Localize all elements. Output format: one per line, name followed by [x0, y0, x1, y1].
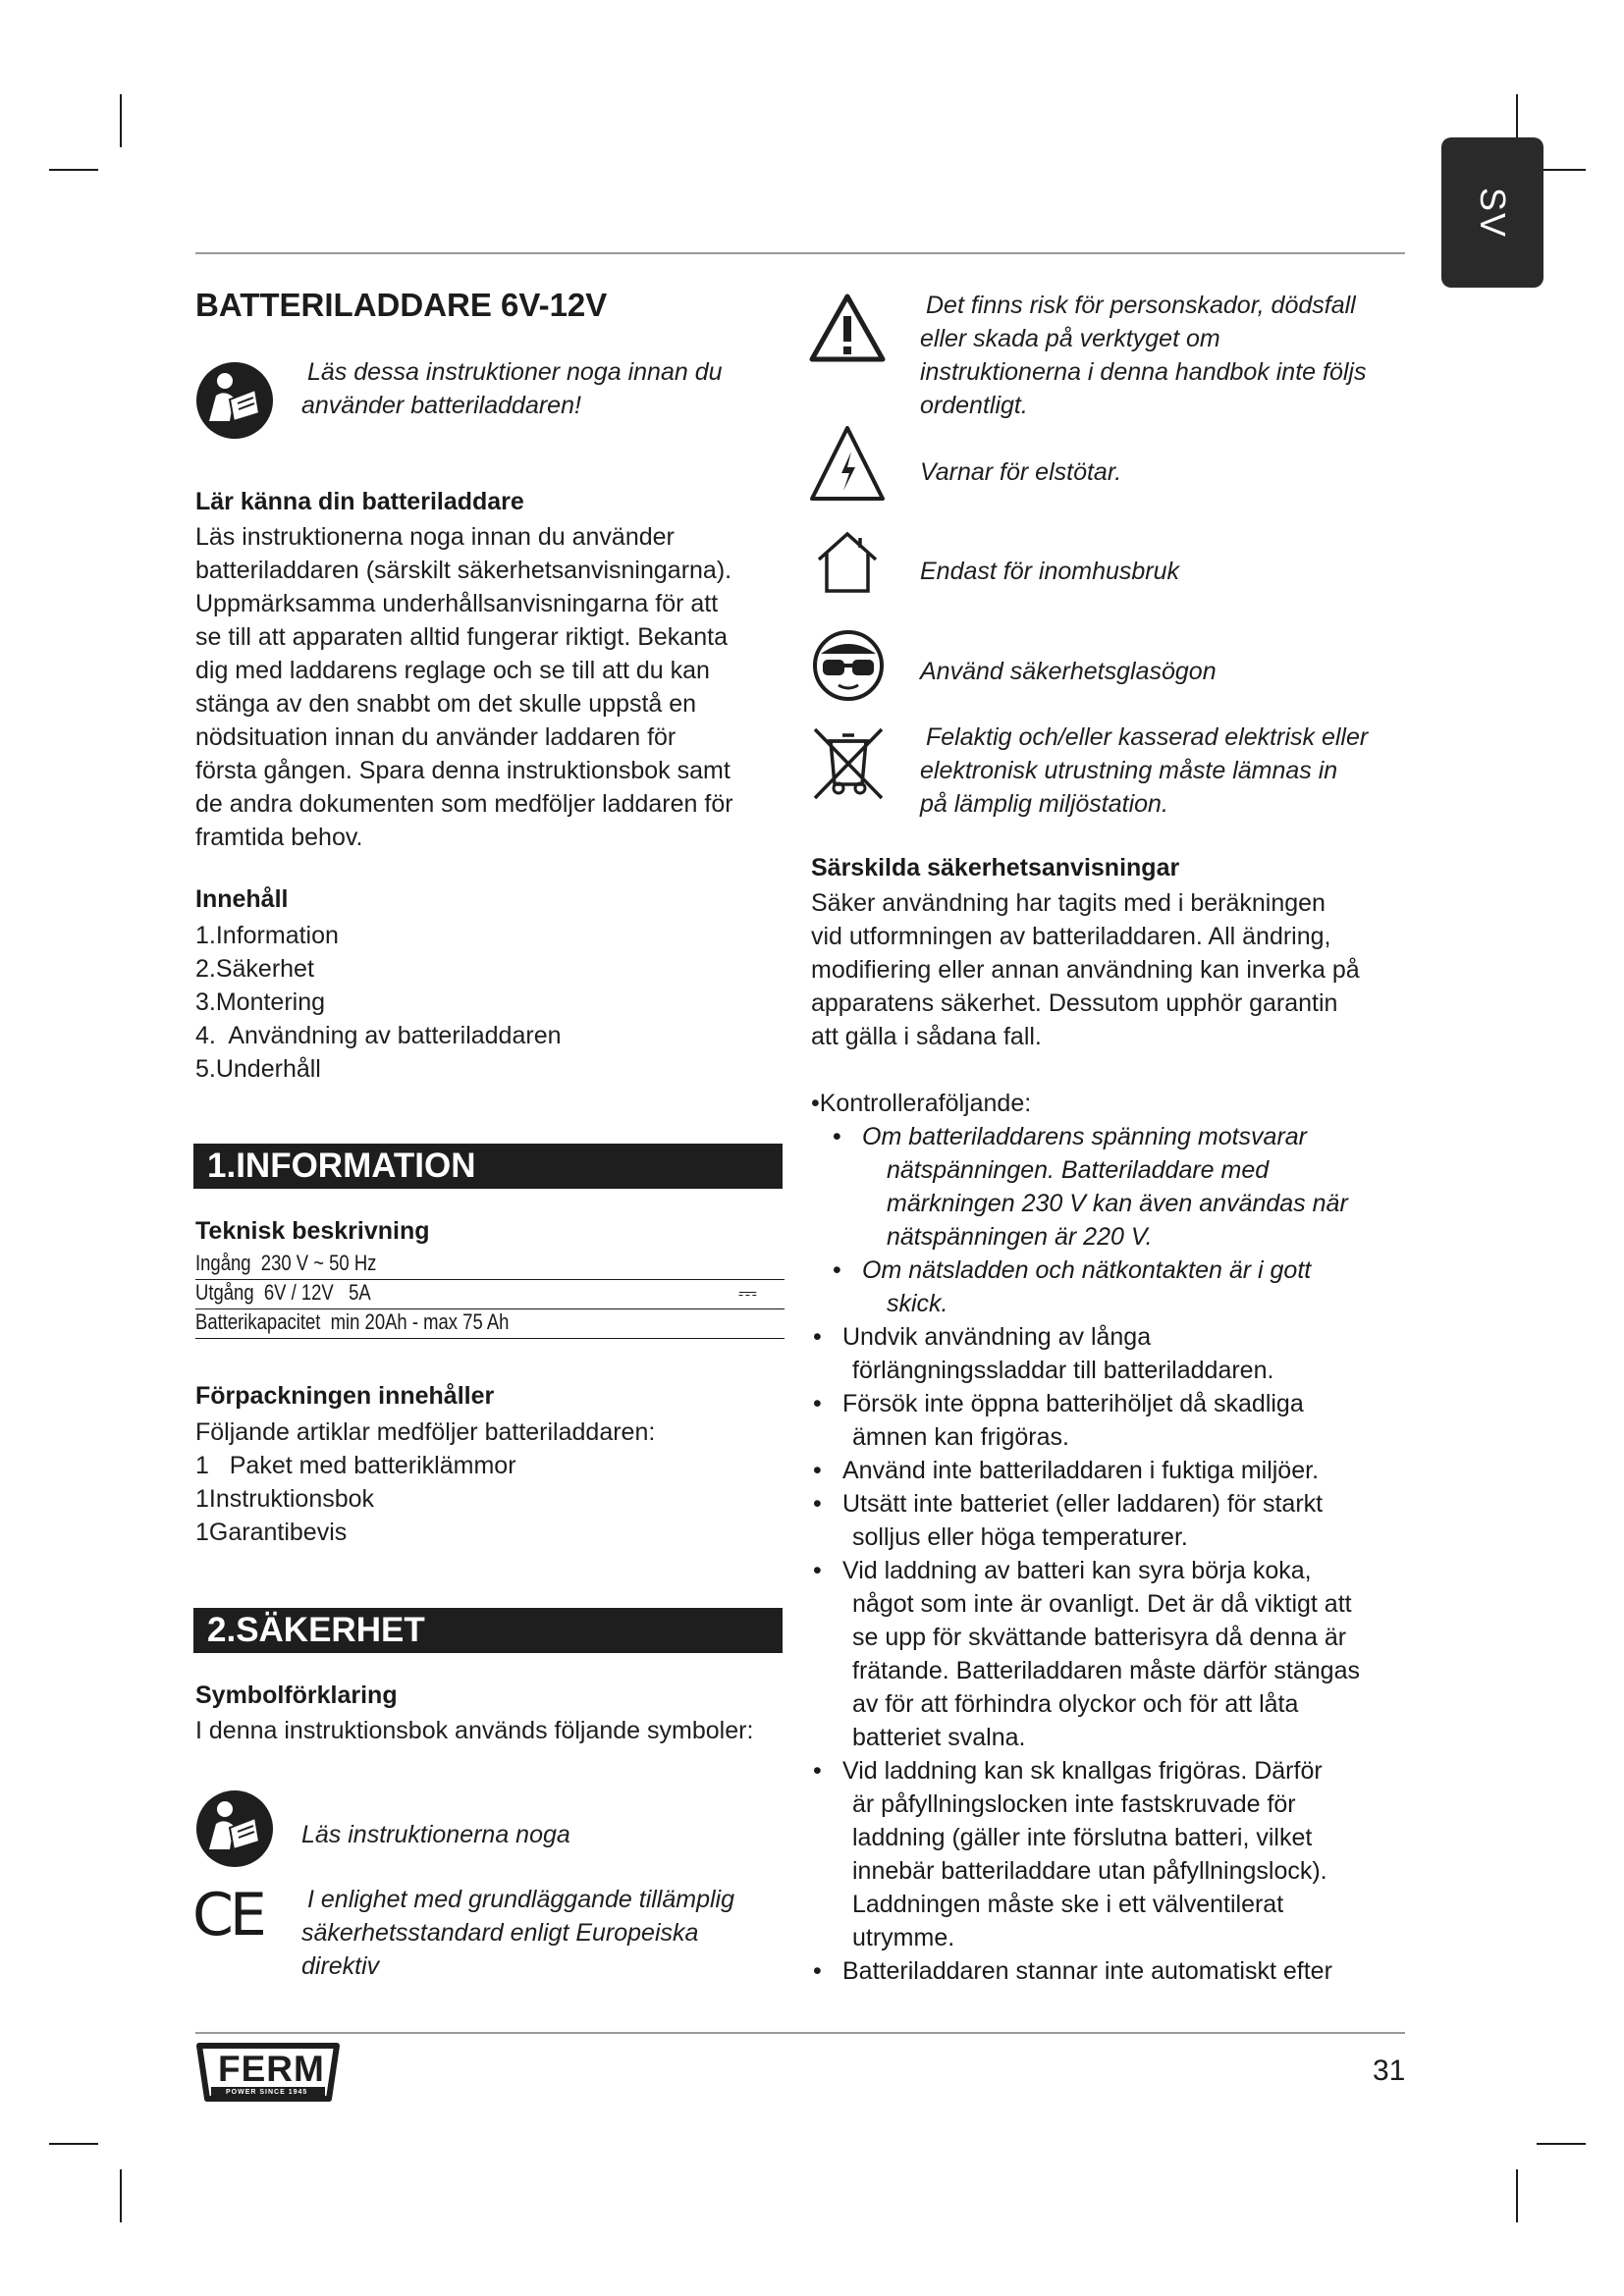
text-line: Undvik användning av långa — [842, 1323, 1152, 1351]
pack-heading: Förpackningen innehåller — [195, 1382, 495, 1410]
contents-heading: Innehåll — [195, 885, 289, 913]
bullet-dot: • — [813, 1323, 822, 1351]
bullet-dot: • — [833, 1256, 841, 1284]
text-line: Felaktig och/eller kasserad elektrisk eller — [926, 723, 1369, 751]
text-line: apparatens säkerhet. Dessutom upphör garantin — [811, 989, 1338, 1017]
text-line: de andra dokumenten som medföljer laddaren för — [195, 790, 733, 818]
read-manual-icon — [194, 360, 275, 441]
text-line: dig med laddarens reglage och se till att du kan — [195, 657, 710, 684]
text-line: vid utformningen av batteriladdaren. All ändring, — [811, 923, 1331, 950]
text-line: Laddningen måste ske i ett välventilerat — [852, 1891, 1284, 1918]
list-item: 5.Underhåll — [195, 1055, 321, 1083]
text-line: laddning (gäller inte förslutna batteri, vilket — [852, 1824, 1313, 1851]
text-line: förlängningssladdar till batteriladdaren. — [852, 1357, 1274, 1384]
bullet-item — [813, 1554, 1360, 1754]
text-line: elektronisk utrustning måste lämnas in — [920, 757, 1338, 784]
brand-name: FERM — [218, 2049, 325, 2089]
text-line: frätande. Batteriladdaren måste därför stängas — [852, 1657, 1360, 1684]
warning-triangle-icon — [809, 293, 886, 363]
text-line: Säker användning har tagits med i beräkningen — [811, 889, 1326, 917]
text-line: utrymme. — [852, 1924, 955, 1951]
list-item: 1.Information — [195, 922, 339, 949]
text-line: Läs instruktionerna noga innan du använder — [195, 523, 675, 551]
text-line: skick. — [887, 1290, 948, 1317]
text-line: se till att apparaten alltid fungerar riktigt. Bekanta — [195, 623, 728, 651]
weee-bin-icon — [809, 723, 888, 802]
text-line: se upp för skvättande batterisyra då denna är — [852, 1624, 1347, 1651]
text-line: Läs dessa instruktioner noga innan du — [307, 358, 723, 386]
sym-ce-text — [301, 1883, 734, 1983]
bottom-rule — [195, 2032, 1405, 2034]
symbol-intro: I denna instruktionsbok används följande symboler: — [195, 1717, 754, 1744]
text-line: är påfyllningslocken inte fastskruvade för — [852, 1790, 1296, 1818]
text-line: eller skada på verktyget om — [920, 325, 1220, 352]
ce-mark-icon: CE — [192, 1881, 263, 1949]
text-line: Vid laddning av batteri kan syra börja koka, — [842, 1557, 1312, 1584]
language-code: SV — [1473, 187, 1513, 239]
tech-row — [195, 1279, 785, 1309]
text-line: Uppmärksamma underhållsanvisningarna för att — [195, 590, 719, 617]
know-heading: Lär känna din batteriladdare — [195, 488, 524, 515]
crop-mark — [120, 94, 122, 147]
list-item: 4. Användning av batteriladdaren — [195, 1022, 562, 1049]
text-line: nätspänningen är 220 V. — [887, 1223, 1153, 1251]
text-line: Om batteriladdarens spänning motsvarar — [862, 1123, 1308, 1150]
tech-value: Ingång 230 V ~ 50 Hz — [195, 1251, 377, 1275]
crop-mark — [1537, 169, 1586, 171]
check-item — [833, 1120, 1348, 1254]
bullet-dot: • — [813, 1957, 822, 1985]
text-line: batteriladdaren (särskilt säkerhetsanvisningarna). — [195, 557, 732, 584]
document-title: BATTERILADDARE 6V-12V — [195, 287, 608, 323]
text-line: av för att förhindra olyckor och för att låta — [852, 1690, 1299, 1718]
text-line: märkningen 230 V kan även användas när — [887, 1190, 1348, 1217]
tech-row — [195, 1308, 785, 1339]
tech-heading: Teknisk beskrivning — [195, 1217, 430, 1245]
bullet-dot: • — [833, 1123, 841, 1150]
indoor-house-icon — [811, 530, 884, 595]
text-line: använder batteriladdaren! — [301, 392, 581, 419]
tech-value: Utgång 6V / 12V 5A — [195, 1280, 371, 1305]
contents-list — [195, 919, 562, 1086]
section-heading-information: 1.INFORMATION — [193, 1144, 783, 1189]
intro-warning — [301, 355, 723, 422]
crop-mark — [49, 169, 98, 171]
page-number: 31 — [1373, 2055, 1406, 2087]
bullet-dot: • — [813, 1490, 822, 1518]
text-line: modifiering eller annan användning kan inverka på — [811, 956, 1360, 984]
dc-symbol: ⎓ — [737, 1279, 757, 1307]
bullet-dot: • — [813, 1457, 822, 1484]
read-manual-icon — [194, 1789, 275, 1869]
text-line: något som inte är ovanligt. Det är då viktigt att — [852, 1590, 1352, 1618]
text-line: Försök inte öppna batterihöljet då skadliga — [842, 1390, 1304, 1417]
bullet-item — [813, 1487, 1323, 1554]
text-line: direktiv — [301, 1952, 380, 1980]
bullet-item — [813, 1454, 1319, 1487]
check-item — [833, 1254, 1311, 1320]
know-paragraph — [195, 520, 733, 854]
special-paragraph — [811, 886, 1360, 1053]
text-line: I enlighet med grundläggande tillämplig — [307, 1886, 735, 1913]
text-line: att gälla i sådana fall. — [811, 1023, 1042, 1050]
sym-read-text: Läs instruktionerna noga — [301, 1821, 570, 1848]
crop-mark — [1516, 2169, 1518, 2222]
tech-row — [195, 1250, 785, 1280]
text-line: ämnen kan frigöras. — [852, 1423, 1069, 1451]
text-line: Utsätt inte batteriet (eller laddaren) för starkt — [842, 1490, 1324, 1518]
text-line: på lämplig miljöstation. — [920, 790, 1168, 818]
sym-glasses-text: Använd säkerhetsglasögon — [920, 658, 1217, 685]
text-line: Batteriladdaren stannar inte automatiskt efter — [842, 1957, 1332, 1985]
bullet-dot: • — [813, 1557, 822, 1584]
text-line: nätspänningen. Batteriladdare med — [887, 1156, 1270, 1184]
bullet-item — [813, 1387, 1304, 1454]
text-line: 1 Paket med batteriklämmor — [195, 1452, 516, 1479]
electric-shock-icon — [809, 424, 886, 503]
crop-mark — [49, 2143, 98, 2145]
sym-weee-text — [920, 721, 1368, 821]
section-heading-safety: 2.SÄKERHET — [193, 1608, 783, 1653]
text-line: framtida behov. — [195, 824, 363, 851]
text-line: ordentligt. — [920, 392, 1028, 419]
text-line: instruktionerna i denna handbok inte följs — [920, 358, 1367, 386]
bullet-item — [813, 1754, 1327, 1954]
text-line: 1Garantibevis — [195, 1519, 348, 1546]
bullet-dot: • — [813, 1757, 822, 1785]
bullet-item — [813, 1320, 1273, 1387]
sym-indoor-text: Endast för inomhusbruk — [920, 558, 1180, 585]
text-line: 1Instruktionsbok — [195, 1485, 375, 1513]
bullet-dot: • — [813, 1390, 822, 1417]
text-line: nödsituation innan du använder laddaren för — [195, 723, 677, 751]
language-tab — [1441, 137, 1543, 288]
text-line: stänga av den snabbt om det skulle uppstå en — [195, 690, 697, 718]
safety-glasses-icon — [811, 628, 886, 703]
text-line: solljus eller höga temperaturer. — [852, 1523, 1188, 1551]
sym-shock-text: Varnar för elstötar. — [920, 458, 1122, 486]
special-heading: Särskilda säkerhetsanvisningar — [811, 854, 1180, 881]
tech-value: Batterikapacitet min 20Ah - max 75 Ah — [195, 1309, 510, 1334]
text-line: batteriet svalna. — [852, 1724, 1026, 1751]
text-line: Vid laddning kan sk knallgas frigöras. Därför — [842, 1757, 1323, 1785]
sym-risk-text — [920, 289, 1366, 422]
text-line: första gången. Spara denna instruktionsbok samt — [195, 757, 731, 784]
text-line: innebär batteriladdare utan påfyllningslock). — [852, 1857, 1327, 1885]
text-line: Följande artiklar medföljer batteriladdaren: — [195, 1418, 656, 1446]
pack-contents — [195, 1415, 655, 1549]
text-line: säkerhetsstandard enligt Europeiska — [301, 1919, 699, 1947]
crop-mark — [120, 2169, 122, 2222]
bullet-item — [813, 1954, 1332, 1988]
list-item: 3.Montering — [195, 988, 326, 1016]
top-rule — [195, 252, 1405, 254]
check-label: •Kontrolleraföljande: — [811, 1090, 1032, 1117]
list-item: 2.Säkerhet — [195, 955, 314, 983]
brand-tagline: POWER SINCE 1945 — [226, 2089, 308, 2096]
symbol-heading: Symbolförklaring — [195, 1682, 398, 1709]
text-line: Det finns risk för personskador, dödsfall — [926, 292, 1356, 319]
text-line: Använd inte batteriladdaren i fuktiga miljöer. — [842, 1457, 1320, 1484]
crop-mark — [1537, 2143, 1586, 2145]
text-line: Om nätsladden och nätkontakten är i gott — [862, 1256, 1312, 1284]
